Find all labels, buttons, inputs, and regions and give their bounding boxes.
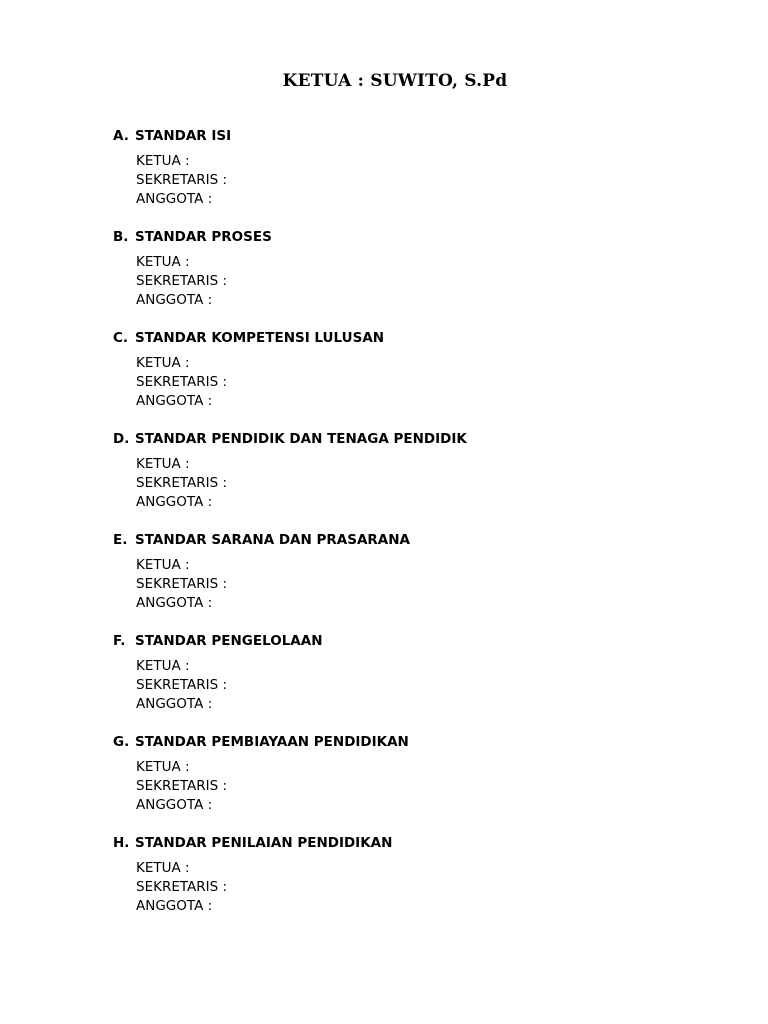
role-anggota: ANGGOTA :	[136, 696, 213, 712]
section-b	[113, 227, 713, 328]
role-sekretaris: SEKRETARIS :	[136, 172, 228, 188]
section-letter: G.	[113, 734, 130, 750]
role-list	[136, 455, 713, 512]
role-ketua: KETUA :	[136, 153, 190, 169]
role-list	[136, 657, 713, 714]
section-heading	[113, 833, 713, 853]
role-ketua: KETUA :	[136, 456, 190, 472]
section-title: STANDAR PENDIDIK DAN TENAGA PENDIDIK	[135, 431, 467, 447]
section-heading	[113, 227, 713, 247]
role-list	[136, 758, 713, 815]
section-heading	[113, 530, 713, 550]
role-sekretaris: SEKRETARIS :	[136, 879, 228, 895]
section-title: STANDAR SARANA DAN PRASARANA	[135, 532, 410, 548]
section-letter: E.	[113, 532, 128, 548]
section-c	[113, 328, 713, 429]
role-ketua: KETUA :	[136, 557, 190, 573]
role-sekretaris: SEKRETARIS :	[136, 677, 228, 693]
section-title: STANDAR PENGELOLAAN	[135, 633, 323, 649]
page-title: KETUA : SUWITO, S.Pd	[282, 71, 508, 91]
section-title: STANDAR ISI	[135, 128, 232, 144]
role-list	[136, 859, 713, 916]
section-g	[113, 732, 713, 833]
role-anggota: ANGGOTA :	[136, 191, 213, 207]
section-title: STANDAR PROSES	[135, 229, 272, 245]
section-title: STANDAR PEMBIAYAAN PENDIDIKAN	[135, 734, 409, 750]
role-list	[136, 253, 713, 310]
role-sekretaris: SEKRETARIS :	[136, 273, 228, 289]
section-title: STANDAR PENILAIAN PENDIDIKAN	[135, 835, 393, 851]
section-heading	[113, 328, 713, 348]
role-ketua: KETUA :	[136, 759, 190, 775]
section-e	[113, 530, 713, 631]
role-sekretaris: SEKRETARIS :	[136, 576, 228, 592]
role-sekretaris: SEKRETARIS :	[136, 778, 228, 794]
section-letter: C.	[113, 330, 129, 346]
role-ketua: KETUA :	[136, 254, 190, 270]
role-sekretaris: SEKRETARIS :	[136, 374, 228, 390]
role-list	[136, 152, 713, 209]
section-a	[113, 126, 713, 227]
role-anggota: ANGGOTA :	[136, 494, 213, 510]
section-h	[113, 833, 713, 934]
role-ketua: KETUA :	[136, 860, 190, 876]
role-anggota: ANGGOTA :	[136, 292, 213, 308]
role-list	[136, 556, 713, 613]
role-anggota: ANGGOTA :	[136, 898, 213, 914]
role-sekretaris: SEKRETARIS :	[136, 475, 228, 491]
section-letter: H.	[113, 835, 130, 851]
section-title: STANDAR KOMPETENSI LULUSAN	[135, 330, 385, 346]
role-ketua: KETUA :	[136, 658, 190, 674]
role-anggota: ANGGOTA :	[136, 797, 213, 813]
role-list	[136, 354, 713, 411]
role-anggota: ANGGOTA :	[136, 393, 213, 409]
section-letter: A.	[113, 128, 129, 144]
role-ketua: KETUA :	[136, 355, 190, 371]
section-d	[113, 429, 713, 530]
section-list	[113, 126, 713, 934]
role-anggota: ANGGOTA :	[136, 595, 213, 611]
section-heading	[113, 429, 713, 449]
section-heading	[113, 732, 713, 752]
section-f	[113, 631, 713, 732]
section-letter: B.	[113, 229, 129, 245]
section-heading	[113, 631, 713, 651]
section-heading	[113, 126, 713, 146]
section-letter: D.	[113, 431, 130, 447]
section-letter: F.	[113, 633, 126, 649]
